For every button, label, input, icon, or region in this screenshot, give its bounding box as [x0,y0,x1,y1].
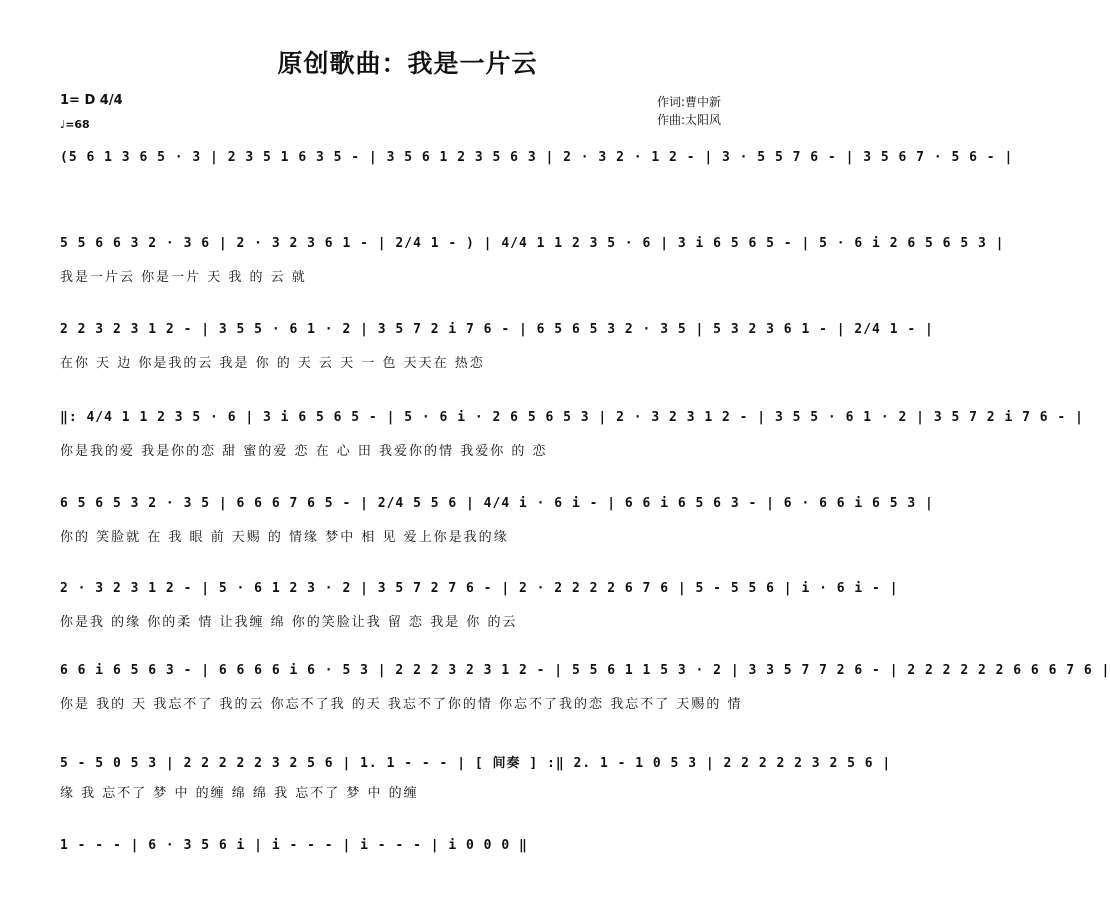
notation-line: 1 - - - | 6 · 3 5 6 i | i - - - | i - - - | i 0 0 0 ‖ [60,838,528,853]
lyric-line: 我是一片云 你是一片 天 我 的 云 就 [60,270,307,285]
lyric-line: 你是我 的缘 你的柔 情 让我缠 绵 你的笑脸让我 留 恋 我是 你 的云 [60,615,518,630]
lyric-line: 你是我的爱 我是你的恋 甜 蜜的爱 恋 在 心 田 我爱你的情 我爱你 的 恋 [60,444,548,459]
key-signature: 1= D 4/4 [60,93,123,108]
composer-credit: 作曲:太阳风 [657,113,722,127]
lyricist-credit: 作词:曹中新 [657,95,722,109]
tempo-marking: ♩=68 [60,118,90,131]
lyric-line: 你是 我的 天 我忘不了 我的云 你忘不了我 的天 我忘不了你的情 你忘不了我的恋 我忘不了 天赐的 情 [60,697,743,712]
notation-line: 6 6 i 6 5 6 3 - | 6 6 6 6 i 6 · 5 3 | 2 2 2 3 2 3 1 2 - | 5 5 6 1 1 5 3 · 2 | 3 3 5 7 7 2 6 - | 2 2 2 2 2 2 6 6 6 7 6 | [60,663,1110,678]
lyric-line [60,180,775,198]
lyric-line: 你的 笑脸就 在 我 眼 前 天赐 的 情缘 梦中 相 见 爱上你是我的缘 [60,530,509,545]
lyric-line: 缘 我 忘不了 梦 中 的缠 绵 绵 我 忘不了 梦 中 的缠 [60,786,419,801]
notation-line: 2 2 3 2 3 1 2 - | 3 5 5 · 6 1 · 2 | 3 5 7 2 i 7 6 - | 6 5 6 5 3 2 · 3 5 | 5 3 2 3 6 1 - | 2/4 1 - | [60,322,934,337]
notation-line: (5 6 1 3 6 5 · 3 | 2 3 5 1 6 3 5 - | 3 5 6 1 2 3 5 6 3 | 2 · 3 2 · 1 2 - | 3 · 5 5 7 6 - | 3 5 6 7 · 5 6 - | [60,150,1014,165]
notation-line: 5 - 5 0 5 3 | 2 2 2 2 2 3 2 5 6 | 1. 1 - - - | [ 间奏 ] :‖ 2. 1 - 1 0 5 3 | 2 2 2 2 2 3 2 5 6 | [60,756,892,771]
lyric-line: 在你 天 边 你是我的云 我是 你 的 天 云 天 一 色 天天在 热恋 [60,356,485,371]
notation-line: 5 5 6 6 3 2 · 3 6 | 2 · 3 2 3 6 1 - | 2/4 1 - ) | 4/4 1 1 2 3 5 · 6 | 3 i 6 5 6 5 - | 5 · 6 i 2 6 5 6 5 3 | [60,236,1005,251]
notation-line: 2 · 3 2 3 1 2 - | 5 · 6 1 2 3 · 2 | 3 5 7 2 7 6 - | 2 · 2 2 2 2 6 7 6 | 5 - 5 5 6 | i · 6 i - | [60,581,899,596]
page-title: 原创歌曲：我是一片云 [277,49,538,78]
lyric-line [60,868,775,886]
notation-line: 6 5 6 5 3 2 · 3 5 | 6 6 6 7 6 5 - | 2/4 5 5 6 | 4/4 i · 6 i - | 6 6 i 6 5 6 3 - | 6 · 6 6 i 6 5 3 | [60,496,934,511]
notation-line: ‖: 4/4 1 1 2 3 5 · 6 | 3 i 6 5 6 5 - | 5 · 6 i · 2 6 5 6 5 3 | 2 · 3 2 3 1 2 - | 3 5 5 · 6 1 · 2 | 3 5 7 2 i 7 6 - | [60,410,1084,425]
